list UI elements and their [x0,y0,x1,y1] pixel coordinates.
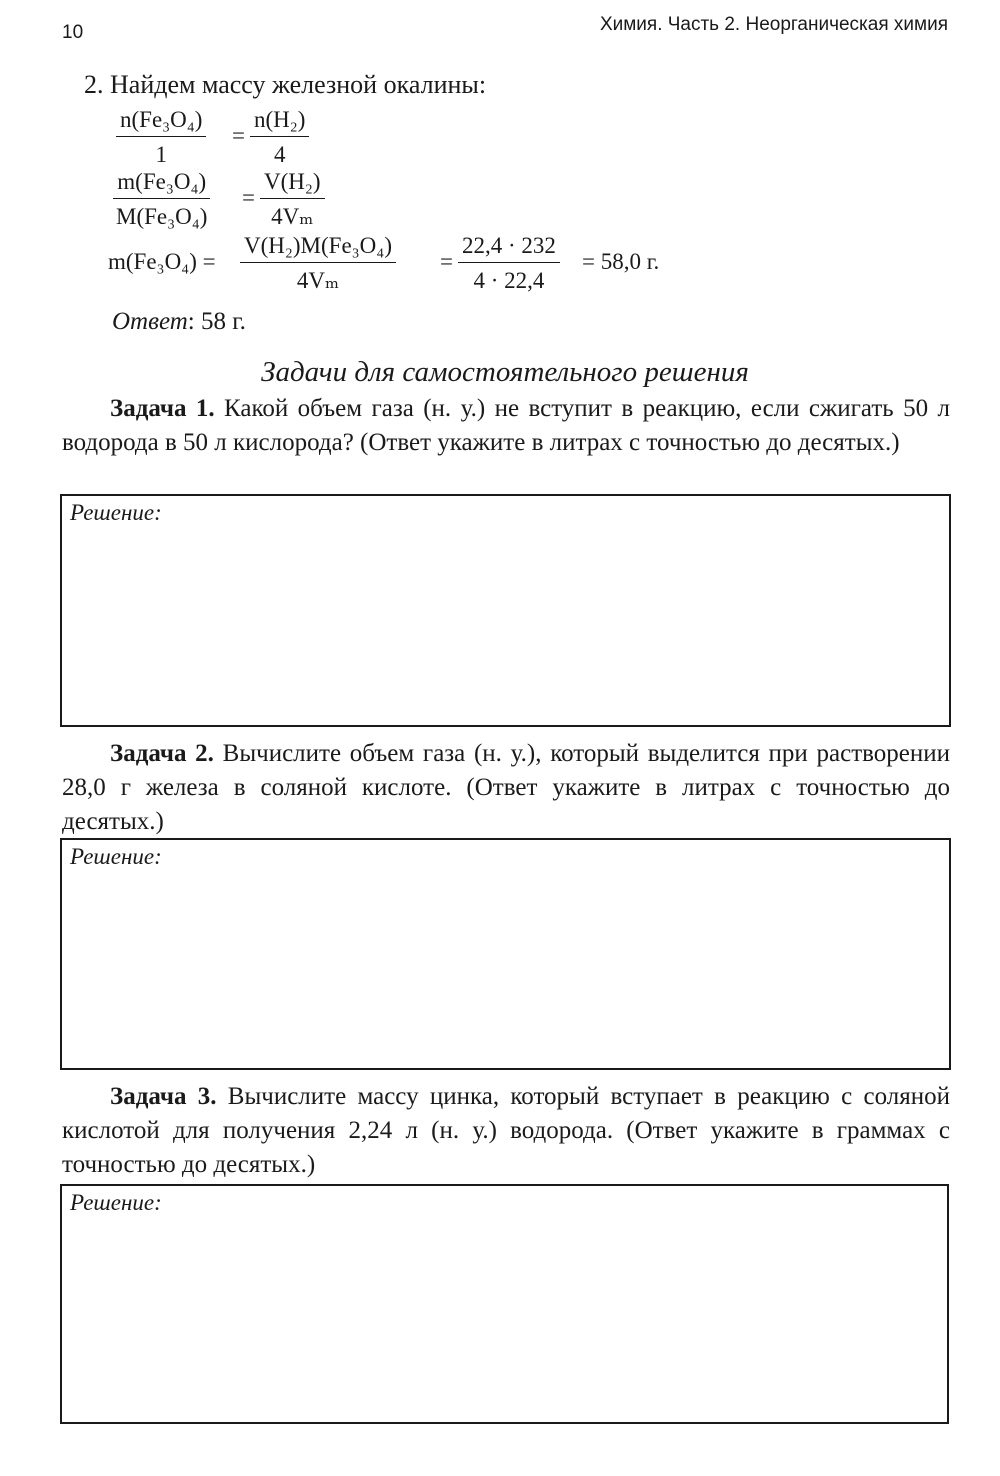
page-number: 10 [62,22,84,43]
eq3-equals: = [440,249,453,274]
task-2-solution-label: Решение: [70,844,162,869]
eq3-f1-num: V(H₂)M(Fe₃O₄) [240,234,396,263]
task-3-text: Вычислите массу цинка, который вступает в реакцию с соляной кислотой для получения 2,24 л (н. у.) водорода. (Ответ укажите в граммах с точностью до десятых.) [62,1083,950,1178]
eq2-right-num: V(H₂) [260,170,325,199]
eq3-result: = 58,0 г. [582,249,660,274]
eq3-fraction-1 [240,234,396,292]
eq2-right-den: 4Vₘ [271,204,314,229]
task-1-solution-label: Решение: [70,500,162,525]
task-1-label: Задача 1. [110,395,215,422]
task-3-solution-label: Решение: [70,1190,162,1215]
eq3-lhs: m(Fe₃O₄) = [108,249,216,274]
eq1-equals: = [232,123,245,148]
task-1-solution-box[interactable] [60,494,951,727]
eq3-f2-num: 22,4 · 232 [458,234,560,263]
eq1-left-den: 1 [155,142,167,167]
eq1-right-den: 4 [273,142,286,167]
eq1-right-num: n(H₂) [250,108,309,137]
task-2-solution-box[interactable] [60,838,951,1070]
eq3-f1-den: 4Vₘ [296,268,340,293]
eq2-left-den: M(Fe₃O₄) [116,204,208,229]
task-3 [62,1080,950,1182]
running-title: Химия. Часть 2. Неорганическая химия [599,14,948,35]
eq2-left-num: m(Fe₃O₄) [113,170,210,199]
task-2-label: Задача 2. [110,740,214,767]
section-title: Задачи для самостоятельного решения [261,356,749,388]
task-1-text: Какой объем газа (н. у.) не вступит в реакцию, если сжигать 50 л водорода в 50 л кислорода? (Ответ укажите в литрах с точностью до десятых.) [62,395,950,456]
eq1-right-fraction [250,108,309,166]
task-3-label: Задача 3. [110,1083,217,1110]
eq3-fraction-2 [458,234,560,292]
task-3-solution-box[interactable] [60,1184,949,1424]
solution-step: 2. Найдем массу железной окалины: [84,70,487,99]
task-2 [62,737,950,839]
eq2-right-fraction [260,170,325,228]
eq1-left-num: n(Fe₃O₄) [116,108,206,137]
eq2-left-fraction [112,170,211,228]
answer-label: Ответ [112,308,188,335]
answer-value: : 58 г. [187,308,246,335]
answer [112,308,246,336]
eq3-f2-den: 4 · 22,4 [473,268,545,293]
task-2-text: Вычислите объем газа (н. у.), который выделится при растворении 28,0 г железа в соляной кислоте. (Ответ укажите в литрах с точностью до десятых.) [62,740,951,835]
eq2-equals: = [242,185,255,210]
eq1-left-fraction [116,108,206,166]
task-1 [62,392,950,460]
